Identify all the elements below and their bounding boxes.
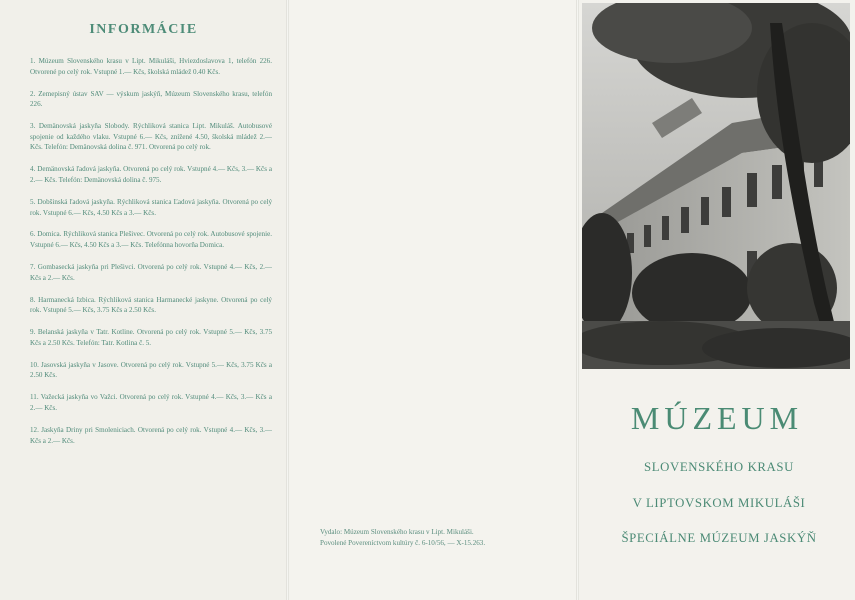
info-item-text: Zemepisný ústav SAV — výskum jaskýň, Múzeum Slovenského krasu, telefón 226.: [30, 89, 272, 109]
info-item-number: 11.: [30, 393, 39, 402]
info-item-text: Jasovská jaskyňa v Jasove. Otvorená po celý rok. Vstupné 5.— Kčs, 3.75 Kčs a 2.50 Kčs.: [30, 360, 272, 380]
building-photo-illustration: [582, 3, 850, 369]
info-item-text: Belanská jaskyňa v Tatr. Kotline. Otvorená po celý rok. Vstupné 5.— Kčs, 3.75 Kčs a 2.50 Kčs. Telefón: Tatr. Kotlina č. 5.: [30, 328, 272, 347]
cover-title: MÚZEUM: [630, 400, 804, 436]
brochure-panel-middle: [289, 0, 577, 600]
cover-subtitle-3: ŠPECIÁLNE MÚZEUM JASKÝŇ: [621, 531, 817, 545]
imprint: [320, 527, 560, 548]
fold-line-left: [286, 0, 289, 600]
info-item-text: Važecká jaskyňa vo Važci. Otvorená po celý rok. Vstupné 4.— Kčs, 3.— Kčs a 2.— Kčs.: [30, 393, 272, 412]
info-item-number: 4.: [30, 165, 36, 174]
info-item: [30, 89, 272, 110]
info-item: [30, 229, 272, 250]
info-item-text: Múzeum Slovenského krasu v Lipt. Mikuláši, Hviezdoslavova 1, telefón 226. Otvorené po celý rok. Vstupné 1.— Kčs, školská mládež 0.40 Kčs.: [30, 57, 272, 76]
cover-subtitle-2: V LIPTOVSKOM MIKULÁŠI: [632, 496, 806, 510]
info-list: [30, 56, 272, 458]
info-item-number: 1.: [30, 57, 36, 65]
info-item: [30, 164, 272, 185]
fold-line-right: [576, 0, 579, 600]
info-item: [30, 327, 272, 348]
info-item-text: Jaskyňa Driny pri Smoleniciach. Otvorená po celý rok. Vstupné 4.— Kčs, 3.— Kčs a 2.— Kčs.: [30, 425, 272, 445]
imprint-publisher: Vydalo: Múzeum Slovenského krasu v Lipt. Mikuláši.: [320, 528, 474, 536]
info-item-text: Domica. Rýchliková stanica Plešivec. Otvorená po celý rok. Autobusové spojenie. Vstupné 6.— Kčs, 4.50 Kčs a 3.— Kčs. Telefónna hovorňa Domica.: [30, 230, 273, 250]
info-heading: INFORMÁCIE: [89, 22, 198, 37]
info-item: [30, 197, 272, 218]
info-item-text: Dobšinská ľadová jaskyňa. Rýchliková stanica Ľadová jaskyňa. Otvorená po celý rok. Vstupné 6.— Kčs, 4.50 Kčs a 3.— Kčs.: [30, 197, 272, 217]
info-item: [30, 262, 272, 283]
info-item-number: 9.: [30, 328, 36, 337]
info-item-number: 7.: [30, 263, 36, 272]
cover-subtitle-1: SLOVENSKÉHO KRASU: [644, 460, 794, 474]
info-item-number: 10.: [30, 360, 39, 369]
imprint-permit: Povolené Povereníctvom kultúry č. 6-10/56, — X-15.263.: [320, 538, 486, 547]
info-item-text: Harmanecká Izbica. Rýchliková stanica Harmanecké jaskyne. Otvorená po celý rok. Vstupné 5.— Kčs, 3.75 Kčs a 2.50 Kčs.: [30, 295, 272, 315]
info-item: [30, 295, 272, 316]
info-item-text: Demänovská jaskyňa Slobody. Rýchliková stanica Lipt. Mikuláš. Autobusové spojenie od každého vlaku. Vstupné 6.— Kčs, znížené 4.50, školská mládež 2.— Kčs. Telefón: Demänovská dolina č. 971. Otvorená po celý rok.: [30, 122, 272, 152]
info-item-number: 3.: [30, 122, 36, 131]
info-item: [30, 121, 272, 153]
info-item: [30, 56, 272, 77]
info-item: [30, 360, 272, 381]
info-item-number: 12.: [30, 425, 39, 434]
info-item-text: Gombasecká jaskyňa pri Plešivci. Otvorená po celý rok. Vstupné 4.— Kčs, 2.— Kčs a 2.— Kčs.: [30, 263, 272, 282]
info-item: [30, 392, 272, 413]
info-item-number: 5.: [30, 197, 36, 206]
info-item-number: 6.: [30, 230, 36, 239]
museum-building-photo: [582, 3, 850, 369]
info-item-number: 8.: [30, 295, 36, 304]
info-item: [30, 425, 272, 446]
info-item-number: 2.: [30, 89, 36, 98]
info-item-text: Demänovská ľadová jaskyňa. Otvorená po celý rok. Vstupné 4.— Kčs, 3.— Kčs a 2.— Kčs. Telefón: Demänovská dolina č. 975.: [30, 165, 272, 184]
